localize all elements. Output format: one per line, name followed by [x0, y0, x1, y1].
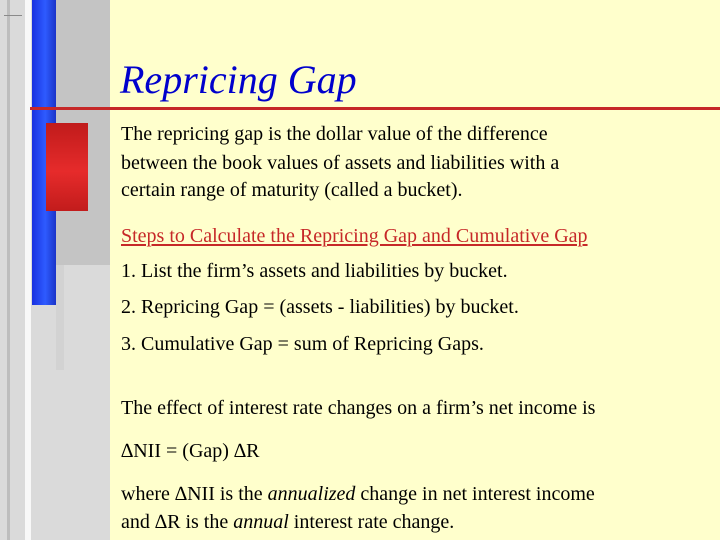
- left-decor-white-strip: [25, 0, 31, 540]
- nii-formula: ∆NII = (Gap) ∆R: [121, 440, 260, 462]
- left-decor-gray-strip: [7, 0, 10, 540]
- corner-tick-mark: [4, 15, 22, 16]
- slide-title: Repricing Gap: [120, 57, 357, 102]
- title-underline-rule: [30, 107, 720, 110]
- explanation-line-1: [121, 481, 595, 507]
- explanation-text: interest rate change.: [288, 511, 455, 533]
- effect-sentence: The effect of interest rate changes on a firm’s net income is: [121, 397, 596, 419]
- emphasis-annual: annual: [233, 511, 289, 533]
- definition-line-2: between the book values of assets and liabilities with a: [121, 152, 560, 174]
- explanation-line-2: [121, 509, 454, 535]
- emphasis-annualized: annualized: [267, 483, 356, 505]
- explanation-text: and ∆R is the: [121, 511, 234, 533]
- definition-line-1: The repricing gap is the dollar value of the difference: [121, 123, 548, 145]
- left-decor-light-gray-bar: [56, 265, 64, 370]
- explanation-text: change in net interest income: [355, 483, 595, 505]
- step-item: 1. List the firm’s assets and liabilities by bucket.: [121, 260, 508, 282]
- steps-heading: Steps to Calculate the Repricing Gap and Cumulative Gap: [121, 225, 588, 247]
- step-item: 3. Cumulative Gap = sum of Repricing Gaps.: [121, 333, 484, 355]
- left-decor-red-block: [46, 123, 88, 211]
- definition-line-3: certain range of maturity (called a bucket).: [121, 179, 463, 201]
- explanation-text: where ∆NII is the: [121, 483, 268, 505]
- step-item: 2. Repricing Gap = (assets - liabilities) by bucket.: [121, 296, 519, 318]
